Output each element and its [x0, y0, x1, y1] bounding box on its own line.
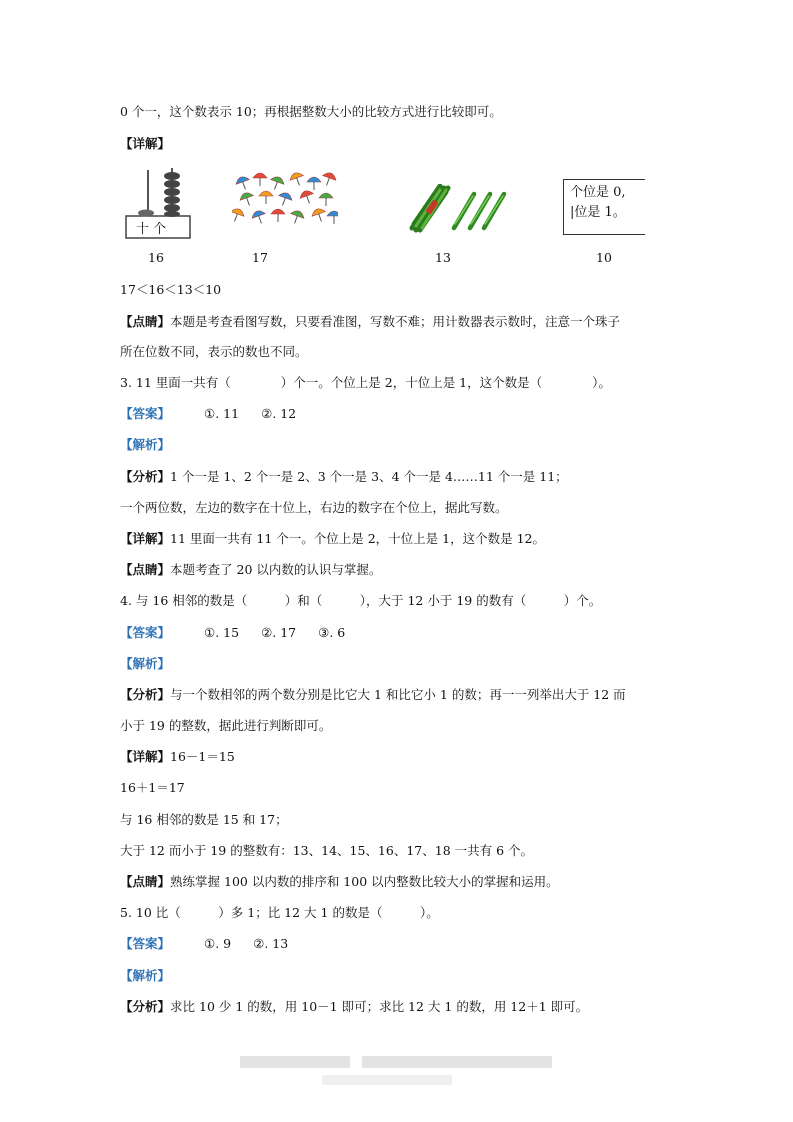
figure-label-13: 13: [435, 250, 451, 265]
dianjing-tag: 【点睛】: [120, 314, 171, 329]
dianjing-text: 熟练掌握 100 以内数的排序和 100 以内整数比较大小的掌握和运用。: [170, 874, 559, 889]
answer-1: ①. 9: [204, 936, 232, 951]
umbrella-icon: [310, 207, 328, 224]
detail-heading: 【详解】: [120, 136, 171, 151]
umbrella-icon: [232, 207, 246, 224]
umbrella-icon: [298, 189, 316, 206]
text-line: 0 个一，这个数表示 10；再根据整数大小的比较方式进行比较即可。: [120, 104, 502, 119]
q3-fenxi-cont: 一个两位数，左边的数字在十位上，右边的数字在个位上，据此写数。: [120, 500, 508, 515]
q3-fenxi: [120, 469, 568, 485]
xiangjie-tag: 【详解】: [120, 749, 171, 764]
q4-jiexi: 【解析】: [120, 656, 171, 671]
umbrella-icon: [319, 193, 333, 206]
xiangjie-tag: 【详解】: [120, 531, 171, 546]
umbrella-icon: [268, 175, 286, 192]
umbrellas-figure: [232, 170, 338, 234]
umbrella-icon: [250, 209, 268, 226]
figure-label-10: 10: [596, 250, 612, 265]
q4-xiangjie: [120, 749, 235, 765]
place-box-line-2: |位是 1。: [570, 205, 626, 220]
xiangjie-text: 16－1＝15: [170, 749, 235, 764]
q5-fenxi: [120, 999, 588, 1015]
sticks-figure: [408, 184, 508, 236]
fenxi-text: 1 个一是 1、2 个一是 2、3 个一是 3、4 个一是 4……11 个一是 11；: [170, 469, 568, 484]
abacus-label: 十 个: [136, 222, 167, 237]
answer-tag: 【答案】: [120, 625, 171, 640]
fenxi-text: 与一个数相邻的两个数分别是比它大 1 和比它小 1 的数；再一一列举出大于 12 而: [170, 687, 626, 702]
figure-label-16: 16: [148, 250, 164, 265]
dianjing-1: [120, 314, 620, 330]
answer-1: ①. 11: [204, 406, 240, 421]
q3-dianjing: [120, 562, 381, 578]
question-5: 5. 10 比（ ）多 1；比 12 大 1 的数是（ ）。: [120, 905, 439, 920]
q5-jiexi: 【解析】: [120, 968, 171, 983]
umbrella-icon: [276, 191, 294, 208]
umbrella-icon: [271, 209, 285, 222]
comparison-line: 17＜16＜13＜10: [120, 282, 222, 297]
figure-label-17: 17: [252, 250, 268, 265]
q4-dianjing: [120, 874, 559, 890]
q4-fenxi-cont: 小于 19 的整数，据此进行判断即可。: [120, 718, 332, 733]
dianjing-1-cont: 所在位数不同，表示的数也不同。: [120, 344, 308, 359]
place-value-box: [563, 179, 645, 235]
answer-2: ②. 12: [261, 406, 297, 421]
dianjing-tag: 【点睛】: [120, 874, 171, 889]
q3-xiangjie: [120, 531, 545, 547]
fenxi-tag: 【分析】: [120, 687, 171, 702]
umbrella-icon: [307, 177, 321, 190]
answer-tag: 【答案】: [120, 406, 171, 421]
question-3: 3. 11 里面一共有（ ）个一。个位上是 2，十位上是 1，这个数是（ ）。: [120, 375, 611, 390]
q4-fenxi: [120, 687, 626, 703]
umbrella-icon: [234, 175, 252, 192]
q5-answer: [120, 936, 288, 952]
answer-tag: 【答案】: [120, 936, 171, 951]
answer-1: ①. 15: [204, 625, 240, 640]
umbrella-icon: [259, 191, 273, 204]
fenxi-tag: 【分析】: [120, 999, 171, 1014]
q4-xiangjie-2: 16＋1＝17: [120, 780, 185, 795]
answer-2: ②. 13: [253, 936, 289, 951]
umbrella-icon: [320, 171, 338, 188]
q3-jiexi: 【解析】: [120, 437, 171, 452]
fenxi-tag: 【分析】: [120, 469, 171, 484]
q3-answer: [120, 406, 296, 422]
umbrella-icon: [327, 211, 338, 224]
umbrella-icon: [238, 191, 256, 208]
umbrella-icon: [253, 173, 267, 186]
xiangjie-text: 11 里面一共有 11 个一。个位上是 2，十位上是 1，这个数是 12。: [170, 531, 545, 546]
dianjing-text: 本题是考查看图写数，只要看准图，写数不难；用计数器表示数时，注意一个珠子: [170, 314, 621, 329]
dianjing-text: 本题考查了 20 以内数的认识与掌握。: [170, 562, 382, 577]
fenxi-text: 求比 10 少 1 的数，用 10－1 即可；求比 12 大 1 的数，用 12＋1 即可。: [170, 999, 589, 1014]
q4-xiangjie-4: 大于 12 而小于 19 的整数有：13、14、15、16、17、18 一共有 6 个。: [120, 843, 534, 858]
umbrella-icon: [288, 171, 306, 188]
answer-2: ②. 17: [261, 625, 297, 640]
answer-3: ③. 6: [318, 625, 346, 640]
dianjing-tag: 【点睛】: [120, 562, 171, 577]
place-box-line-1: 个位是 0,: [570, 185, 626, 200]
abacus-figure: [124, 164, 194, 242]
q4-xiangjie-3: 与 16 相邻的数是 15 和 17；: [120, 812, 288, 827]
question-4: 4. 与 16 相邻的数是（ ）和（ ），大于 12 小于 19 的数有（ ）个。: [120, 593, 602, 608]
footer-blur-2: [362, 1056, 552, 1068]
umbrella-icon: [288, 209, 306, 226]
footer-blur-1: [240, 1056, 350, 1068]
q4-answer: [120, 625, 345, 641]
footer-blur-3: [322, 1075, 452, 1085]
